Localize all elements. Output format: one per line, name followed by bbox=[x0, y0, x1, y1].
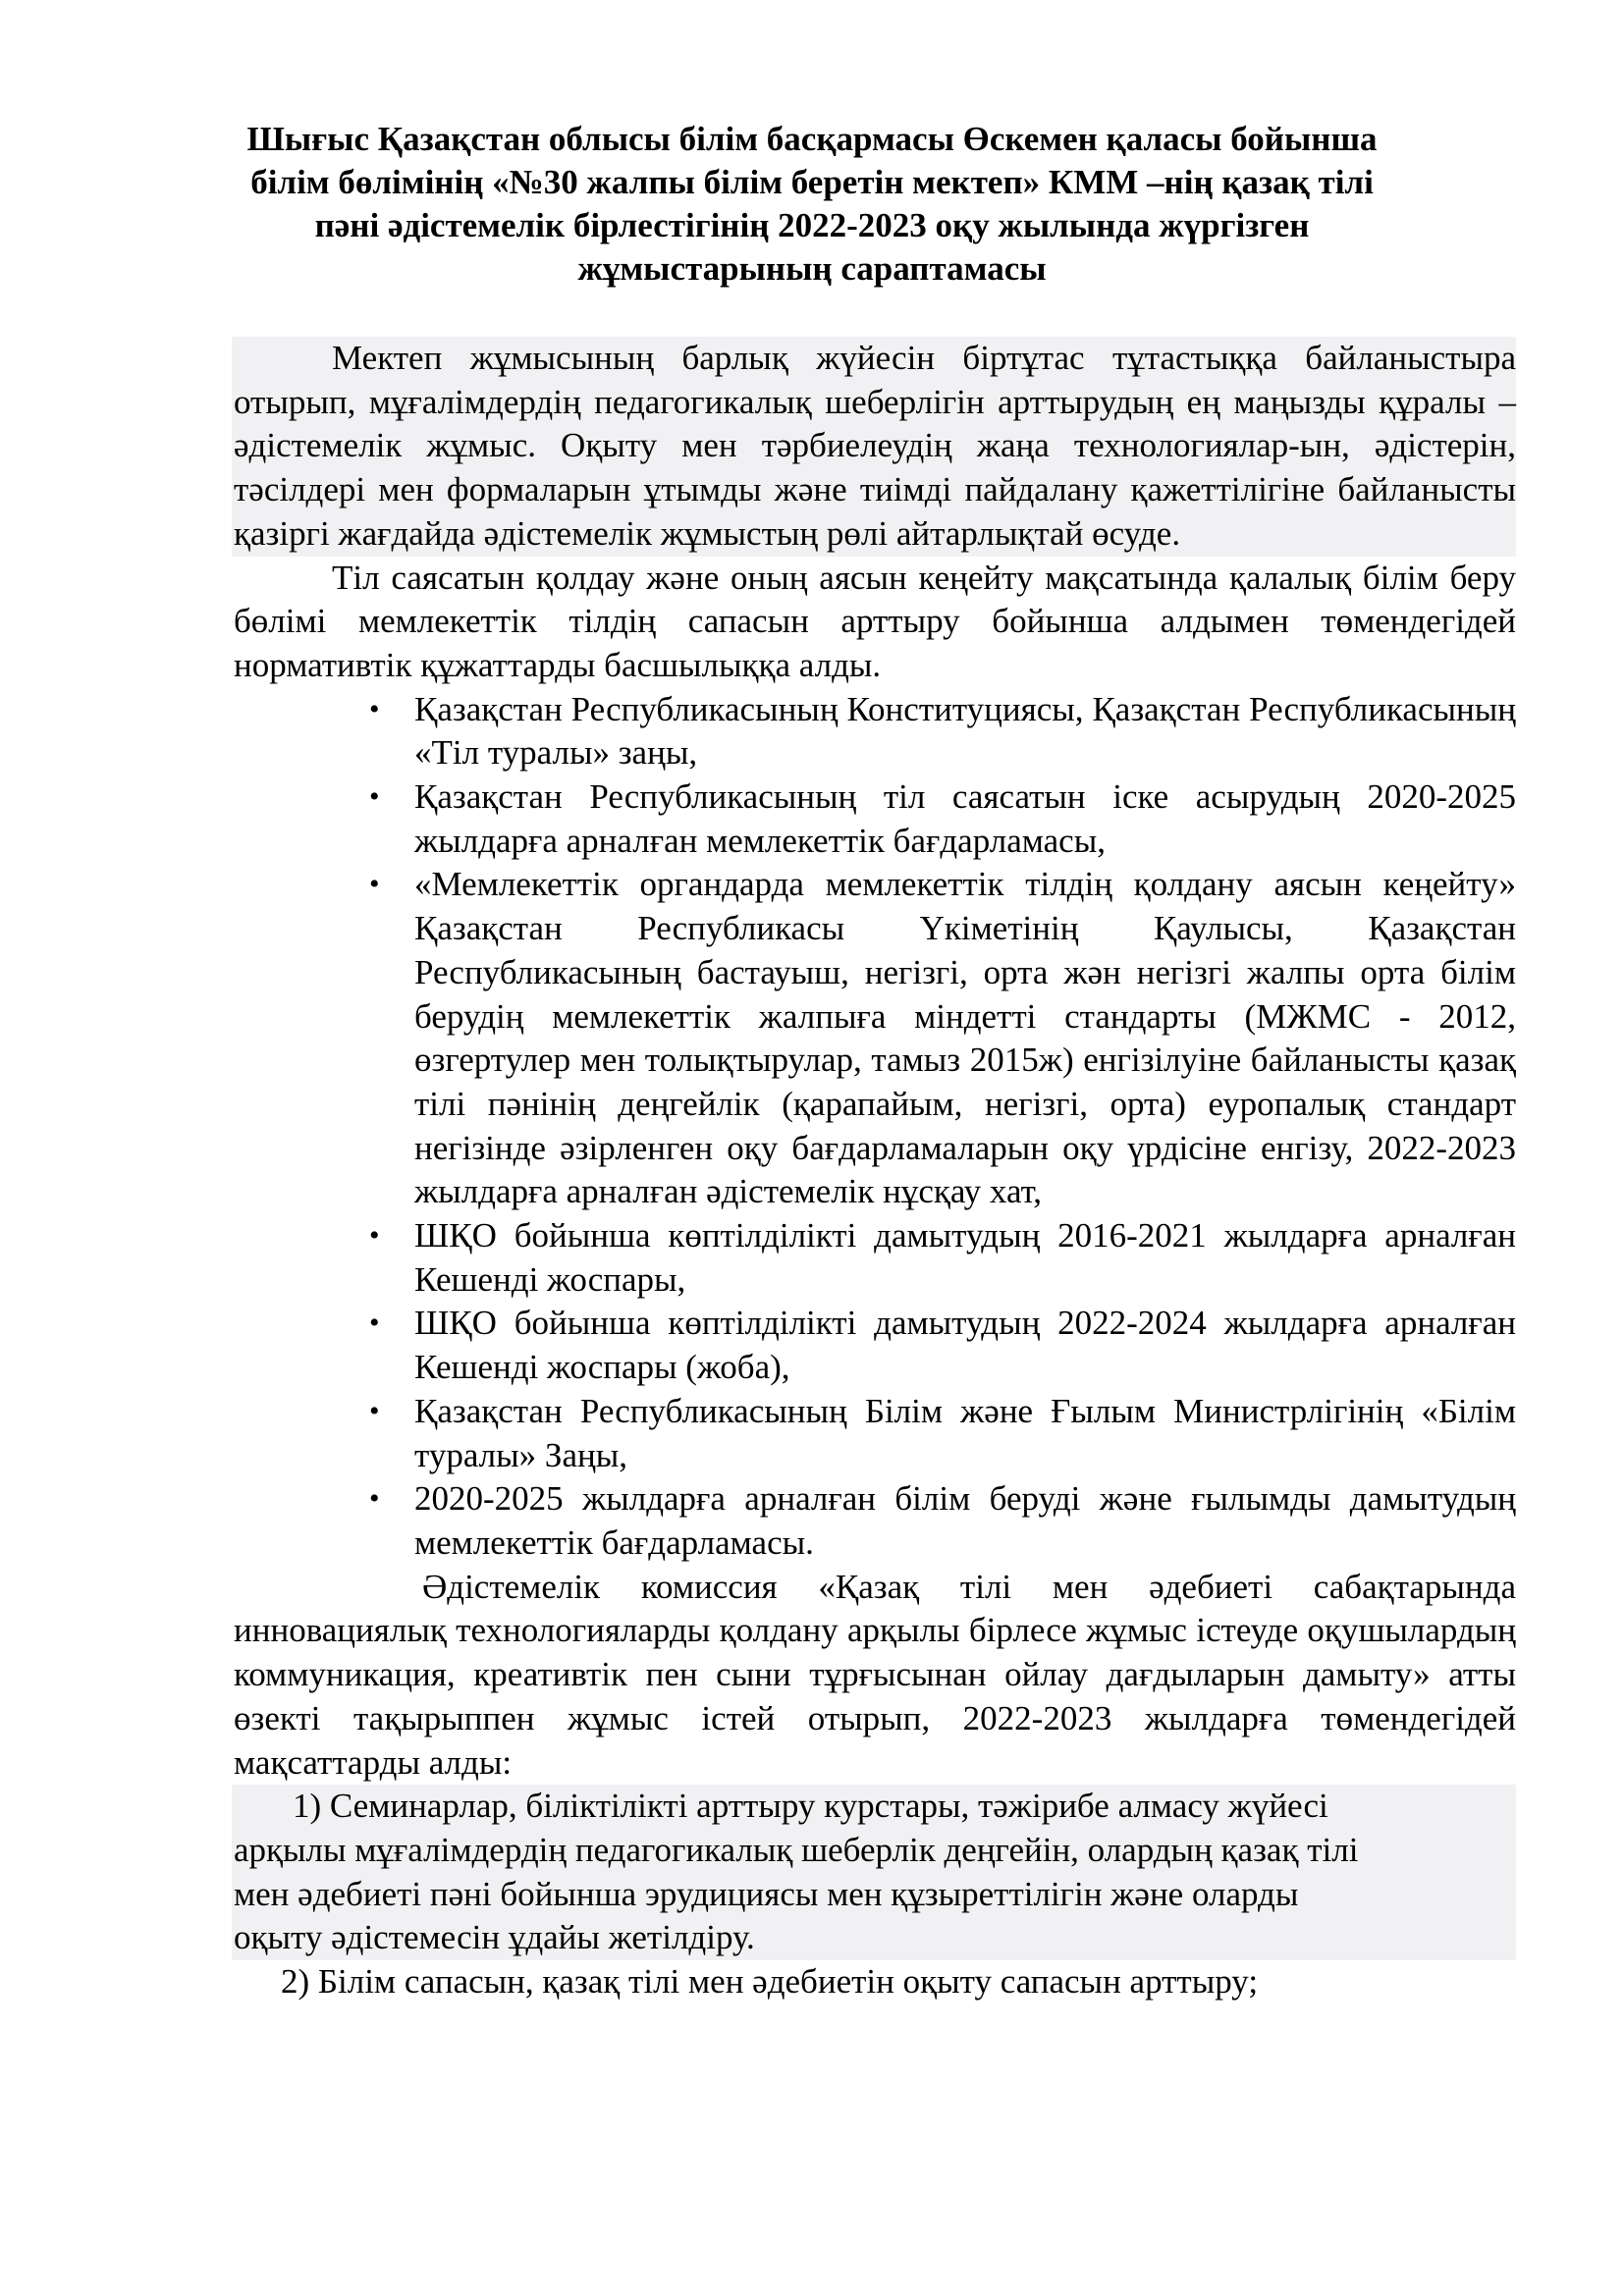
list-item bbox=[369, 1390, 1516, 1477]
goal-1-line-1: 1) Семинарлар, біліктілікті арттыру курстары, тәжірибе алмасу жүйесі bbox=[293, 1787, 1328, 1826]
title-line-4: жұмыстарының сараптамасы bbox=[577, 249, 1047, 288]
intro-paragraph: Мектеп жұмысының барлық жүйесін біртұтас тұтастыққа байланыстыра отырып, мұғалімдердің педагогикалық шеберлігін арттырудың ең маңызды құралы – әдістемелік жұмыс. Оқыту мен тәрбиелеудің жаңа технологиялар-ын, әдістерін, тәсілдері мен формаларын ұтымды және тиімді пайдалану қажеттілігіне байланысты қазіргі жағдайда әдістемелік жұмыстың рөлі айтарлықтай өсуде. bbox=[232, 337, 1516, 557]
title-line-2: білім бөлімінің «№30 жалпы білім беретін мектеп» КММ –нің қазақ тілі bbox=[250, 163, 1374, 201]
bullet-icon: • bbox=[369, 1482, 380, 1516]
list-item-text: Қазақстан Республикасының тіл саясатын іске асырудың 2020-2025 жылдарға арналған мемлекеттік бағдарламасы, bbox=[414, 777, 1516, 860]
title-line-1: Шығыс Қазақстан облысы білім басқармасы Өскемен қаласы бойынша bbox=[246, 120, 1378, 158]
bullet-icon: • bbox=[369, 780, 380, 814]
list-item bbox=[369, 863, 1516, 1214]
list-item bbox=[369, 775, 1516, 863]
language-policy-paragraph: Тіл саясатын қолдау және оның аясын кеңейту мақсатында қалалық білім беру бөлімі мемлекеттік тілдің сапасын арттыру бойынша алдымен төмендегідей нормативтік құжаттарды басшылыққа алды. bbox=[234, 558, 1516, 684]
list-item bbox=[369, 1302, 1516, 1389]
list-item bbox=[369, 1214, 1516, 1302]
list-item bbox=[369, 1477, 1516, 1565]
title-line-3: пәні әдістемелік бірлестігінің 2022-2023 оқу жылында жүргізген bbox=[314, 206, 1310, 244]
document-title bbox=[177, 118, 1447, 291]
list-item-text: 2020-2025 жылдарға арналған білім беруді және ғылымды дамытудың мемлекеттік бағдарламасы. bbox=[414, 1479, 1516, 1562]
bullet-icon: • bbox=[369, 1394, 380, 1427]
goal-1 bbox=[232, 1785, 1516, 1960]
list-item-text: «Мемлекеттік органдарда мемлекеттік тілдің қолдану аясын кеңейту» Қазақстан Республикасы Үкіметінің Қаулысы, Қазақстан Республикасының бастауыш, негізгі, орта жән негізгі жалпы орта білім берудің мемлекеттік жалпыға міндетті стандарты (МЖМС - 2012, өзгертулер мен толықтырулар, тамыз 2015ж) енгізілуіне байланысты қазақ тілі пәнінің деңгейлік (қарапайым, негізгі, орта) еуропалық стандарт негізінде әзірленген оқу бағдарламаларын оқу үрдісіне енгізу, 2022-2023 жылдарға арналған әдістемелік нұсқау хат, bbox=[414, 865, 1516, 1211]
commission-paragraph: Әдістемелік комиссия «Қазақ тілі мен әдебиеті сабақтарында инновациялық технологияларды қолдану арқылы бірлесе жұмыс істеуде оқушылардың коммуникация, креативтік пен сыни тұрғысынан ойлау дағдыларын дамыту» атты өзекті тақырыппен жұмыс істей отырып, 2022-2023 жылдарға төмендегідей мақсаттарды алды: bbox=[234, 1567, 1516, 1782]
list-item bbox=[369, 688, 1516, 775]
list-item-text: Қазақстан Республикасының Білім және Ғылым Министрлігінің «Білім туралы» Заңы, bbox=[414, 1391, 1516, 1474]
bullet-icon: • bbox=[369, 1307, 380, 1340]
goal-1-line-3: мен әдебиеті пәні бойынша эрудициясы мен құзыреттілігін және оларды bbox=[234, 1874, 1299, 1913]
bullet-icon: • bbox=[369, 1219, 380, 1253]
normative-documents-list bbox=[234, 688, 1516, 1566]
list-item-text: ШҚО бойынша көптілділікті дамытудың 2016-2021 жылдарға арналған Кешенді жоспары, bbox=[414, 1216, 1516, 1299]
list-item-text: ШҚО бойынша көптілділікті дамытудың 2022-2024 жылдарға арналған Кешенді жоспары (жоба), bbox=[414, 1304, 1516, 1387]
goal-1-line-2: арқылы мұғалімдердің педагогикалық шеберлік деңгейін, олардың қазақ тілі bbox=[234, 1830, 1359, 1869]
document-body bbox=[234, 337, 1516, 2004]
list-item-text: Қазақстан Республикасының Конституциясы, Қазақстан Республикасының «Тіл туралы» заңы, bbox=[414, 689, 1516, 773]
bullet-icon: • bbox=[369, 868, 380, 901]
bullet-icon: • bbox=[369, 692, 380, 725]
goal-1-line-4: оқыту әдістемесін ұдайы жетілдіру. bbox=[234, 1918, 755, 1957]
goal-2: 2) Білім сапасын, қазақ тілі мен әдебиетін оқыту сапасын арттыру; bbox=[281, 1962, 1259, 2002]
